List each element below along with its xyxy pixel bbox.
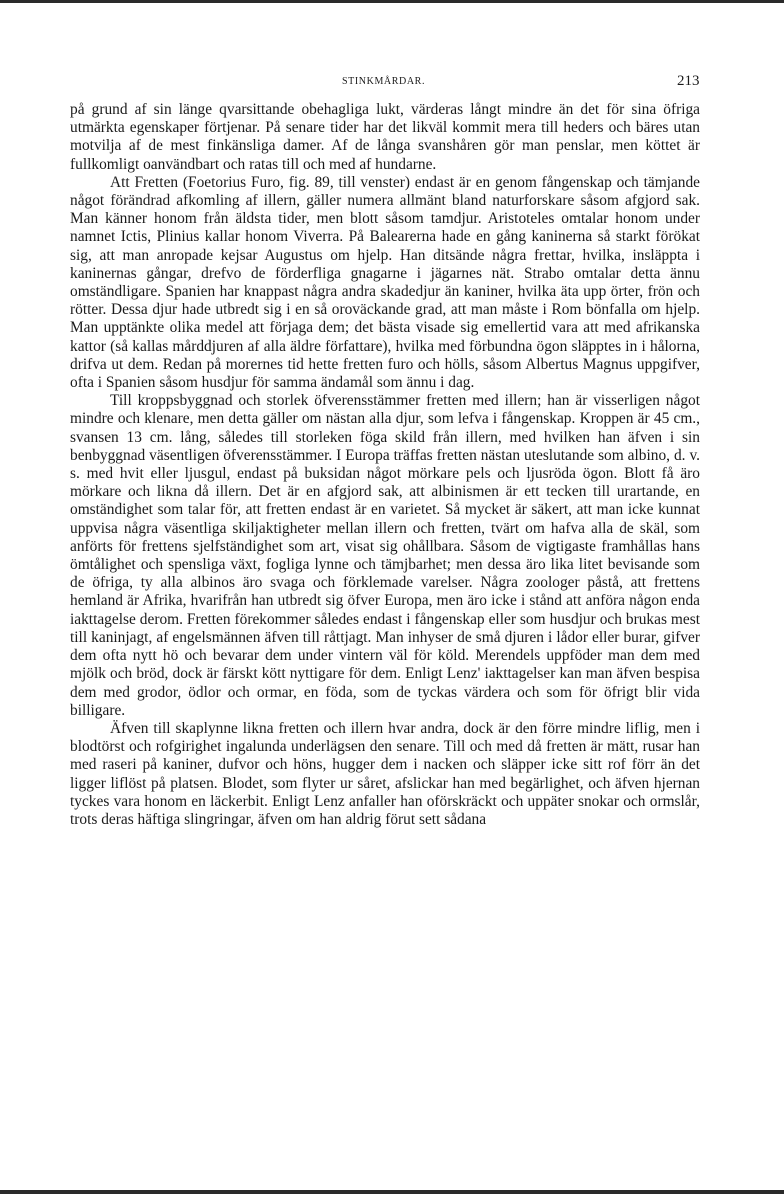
- body-text: [70, 101, 700, 829]
- top-border: [0, 0, 784, 3]
- running-head: [0, 73, 784, 94]
- paragraph-4: Äfven till skaplynne likna fretten och illern hvar andra, dock är den förre mindre liflig, men i blodtörst och rofgirighet ingalunda underlägsen den senare. Till och med då fretten är mätt, rusar han med raseri på kaniner, dufvor och höns, hugger dem i nacken och släpper icke sitt rof förr än det ligger liflöst på platsen. Blodet, som flyter ur såret, afslickar han med begärlighet, och äfven hjernan tyckes vara honom en läckerbit. Enligt Lenz anfaller han oförskräckt och uppäter snokar och ormslår, trots deras häftiga slingringar, äfven om han aldrig förut sett sådana: [70, 719, 700, 828]
- running-title: STINKMÅRDAR.: [342, 76, 426, 87]
- paragraph-1: på grund af sin länge qvarsittande obehagliga lukt, värderas långt mindre än det för sina öfriga utmärkta egenskaper förtjenar. På senare tider har det likväl kommit mera till heders och bäres utan motvilja af de mest finkänsliga damer. Af de långa svanshåren gör man penslar, men köttet är fullkomligt oanvändbart och ratas till och med af hundarne.: [70, 101, 700, 173]
- paragraph-3: Till kroppsbyggnad och storlek öfverensstämmer fretten med illern; han är visserligen något mindre och klenare, men detta gäller om nästan alla djur, som lefva i fångenskap. Kroppen är 45 cm., svansen 13 cm. lång, således till storleken föga skild från illern, med hvilken han äfven i sin benbyggnad väsentligen öfverensstämmer. I Europa träffas fretten nästan uteslutande som albino, d. v. s. med hvit eller ljusgul, endast på buksidan något mörkare pels och ljusröda ögon. Blott få äro mörkare och likna då illern. Det är en afgjord sak, att albinismen är ett tecken till urartande, en omständighet som talar för, att fretten endast är en varietet. Så mycket är säkert, att man icke kunnat uppvisa några väsentliga skiljaktigheter mellan illern och fretten, tvärt om hafva alla de skäl, som anförts för frettens sjelfständighet som art, visat sig ohållbara. Såsom de vigtigaste framhållas hans ömtålighet och spensliga växt, fogliga lynne och tämjbarhet; men dessa äro lika litet bevisande som de öfriga, ty alla albinos äro svaga och förklemade varelser. Några zoologer påstå, att frettens hemland är Afrika, hvarifrån han utbredt sig öfver Europa, men äro icke i stånd att anföra någon enda iakttagelse derom. Fretten förekommer således endast i fångenskap eller som husdjur och brukas mest till kaninjagt, af engelsmännen äfven till råttjagt. Man inhyser de små djuren i lådor eller burar, gifver dem ofta nytt hö och bevarar dem under vintern väl för köld. Merendels uppföder man dem med mjölk och bröd, dock är färskt kött nyttigare för dem. Enligt Lenz' iakttagelser kan man äfven bespisa dem med grodor, ödlor och ormar, en föda, som de tyckas värdera och som för öfrigt blir vida billigare.: [70, 392, 700, 719]
- page-number: 213: [677, 73, 700, 89]
- paragraph-2: Att Fretten (Foetorius Furo, fig. 89, till venster) endast är en genom fångenskap och tämjande något förändrad afkomling af illern, gäller numera allmänt bland naturforskare såsom afgjord sak. Man känner honom från äldsta tider, men blott såsom tamdjur. Aristoteles omtalar honom under namnet Ictis, Plinius kallar honom Viverra. På Balearerna hade en gång kaninerna så starkt förökat sig, att man anropade kejsar Augustus om hjelp. Han ditsände några frettar, hvilka, insläppta i kaninernas gångar, drefvo de förderfliga gnagarne i jägarnes nät. Strabo omtalar detta ännu omständligare. Spanien har knappast några andra skadedjur än kaniner, hvilka äta upp örter, frön och rötter. Dessa djur hade utbredt sig i en så oroväckande grad, att man måste i Rom bönfalla om hjelp. Man upptänkte olika medel att förjaga dem; det bästa visade sig emellertid vara att med afrikanska kattor (så kallas mårddjuren af alla äldre författare), hvilka med förbundna ögon släpptes in i hålorna, drifva ut dem. Redan på morernes tid hette fretten furo och hölls, såsom Albertus Magnus uppgifver, ofta i Spanien såsom husdjur för samma ändamål som ännu i dag.: [70, 173, 700, 392]
- bottom-border: [0, 1190, 784, 1194]
